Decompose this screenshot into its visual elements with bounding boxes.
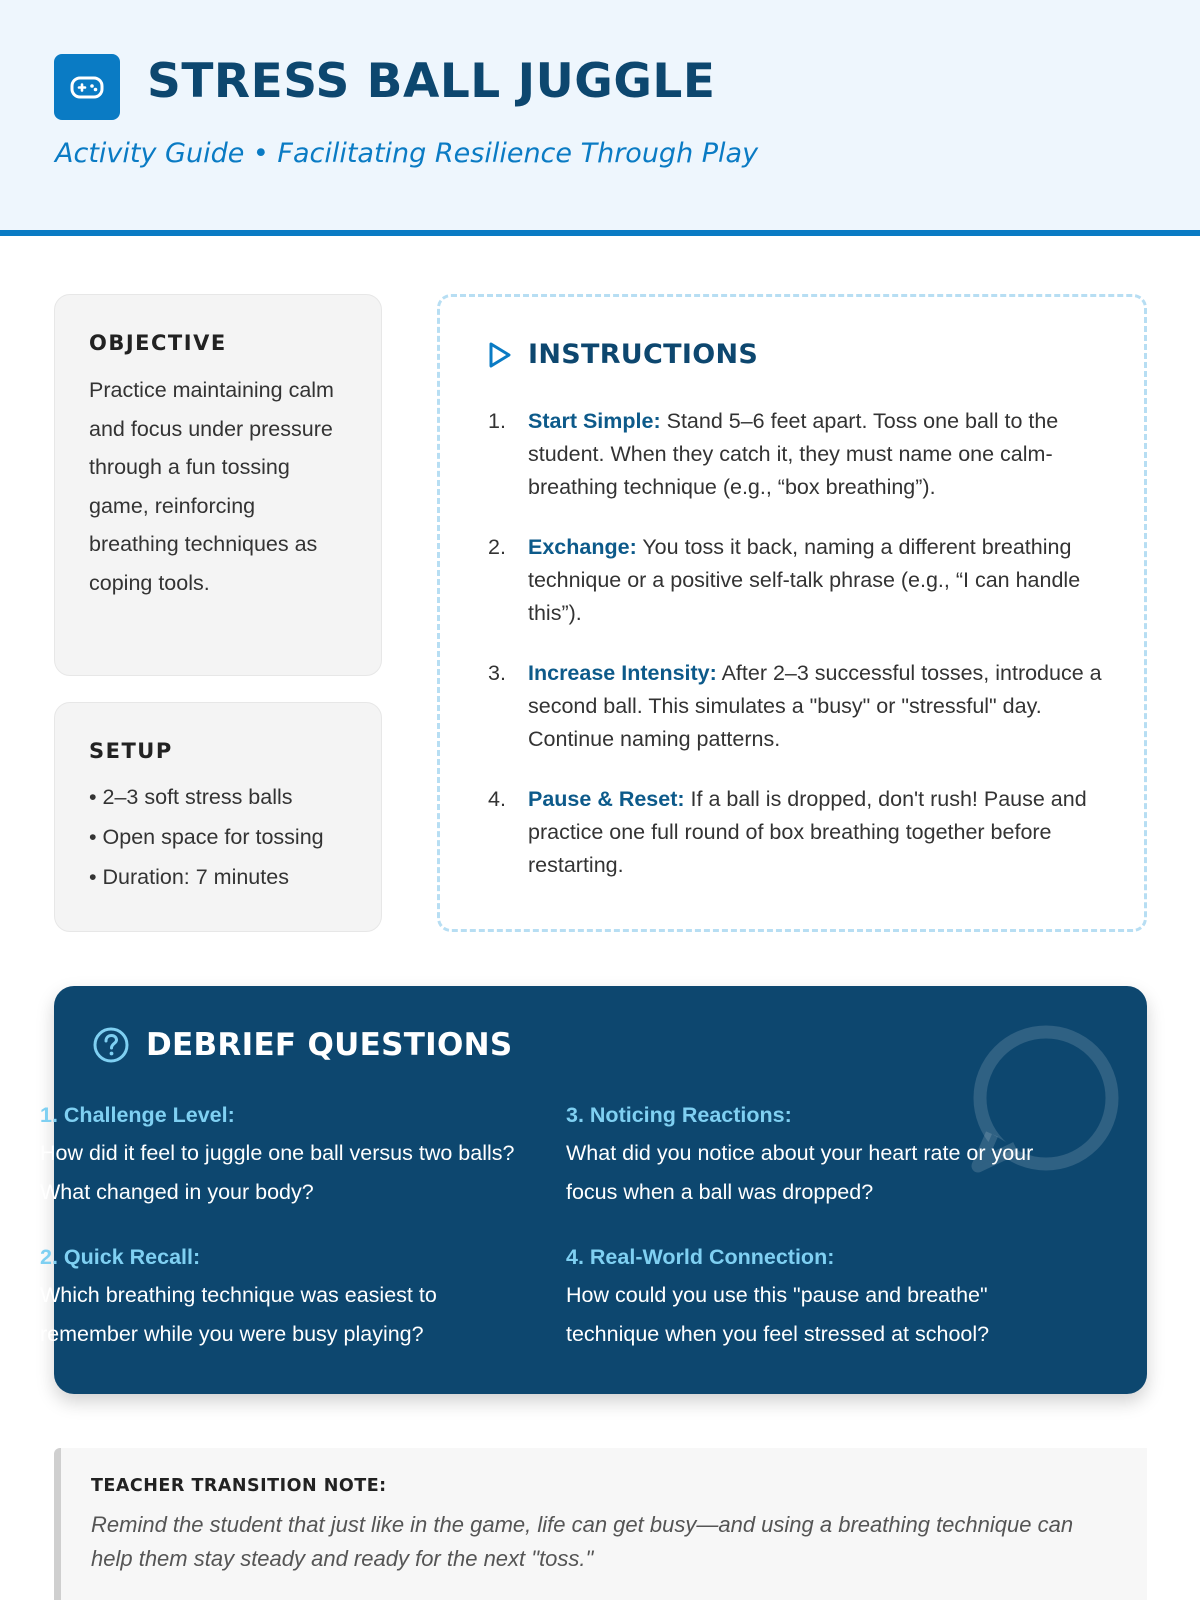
question-label: 2. Quick Recall: (40, 1245, 201, 1269)
question-text: How could you use this "pause and breathe" technique when you feel stressed at school? (566, 1283, 990, 1346)
setup-card (54, 702, 382, 932)
setup-title: SETUP (89, 739, 173, 763)
setup-item: • Open space for tossing (89, 817, 347, 857)
debrief-question (566, 1100, 1046, 1211)
setup-item: • Duration: 7 minutes (89, 857, 347, 897)
question-circle-icon (92, 1026, 130, 1064)
step-number: 4. (488, 787, 506, 811)
instruction-step (488, 531, 1108, 630)
objective-title: OBJECTIVE (89, 331, 227, 355)
objective-text: Practice maintaining calm and focus under pressure through a fun tossing game, reinforcing breathing techniques as coping tools. (89, 378, 334, 595)
question-text: Which breathing technique was easiest to remember while you were busy playing? (40, 1283, 437, 1346)
step-text: After 2–3 successful tosses, introduce a second ball. This simulates a "busy" or "stressful" day. Continue naming patterns. (528, 661, 1102, 751)
instruction-step (488, 783, 1108, 882)
setup-item: • 2–3 soft stress balls (89, 777, 347, 817)
teacher-note (54, 1448, 1147, 1600)
step-label: Start Simple: (528, 409, 661, 433)
step-label: Exchange: (528, 535, 637, 559)
play-icon (484, 340, 514, 370)
question-label: 3. Noticing Reactions: (566, 1103, 792, 1127)
question-label: 4. Real-World Connection: (566, 1245, 835, 1269)
debrief-question (40, 1242, 520, 1353)
step-text: Stand 5–6 feet apart. Toss one ball to the student. When they catch it, they must name one calm-breathing technique (e.g., “box breathing”). (528, 409, 1059, 499)
header (0, 0, 1200, 236)
question-label: 1. Challenge Level: (40, 1103, 235, 1127)
step-label: Increase Intensity: (528, 661, 717, 685)
instructions-title: INSTRUCTIONS (528, 339, 759, 370)
step-number: 2. (488, 535, 506, 559)
gamepad-icon (54, 54, 120, 120)
instruction-step (488, 405, 1108, 504)
page-subtitle: Activity Guide • Facilitating Resilience Through Play (55, 138, 759, 169)
step-label: Pause & Reset: (528, 787, 685, 811)
question-text: How did it feel to juggle one ball versus two balls? What changed in your body? (40, 1141, 515, 1204)
step-text: If a ball is dropped, don't rush! Pause and practice one full round of box breathing together before restarting. (528, 787, 1087, 877)
instructions-header (484, 339, 758, 370)
debrief-question (566, 1242, 1046, 1353)
instructions-list (488, 405, 1108, 909)
debrief-header (92, 1026, 513, 1064)
page-title: STRESS BALL JUGGLE (147, 54, 716, 109)
note-title: TEACHER TRANSITION NOTE: (91, 1476, 387, 1496)
instructions-card (437, 294, 1147, 932)
question-text: What did you notice about your heart rate or your focus when a ball was dropped? (566, 1141, 1034, 1204)
step-number: 1. (488, 409, 506, 433)
instruction-step (488, 657, 1108, 756)
debrief-question (40, 1100, 520, 1211)
step-text: You toss it back, naming a different breathing technique or a positive self-talk phrase (e.g., “I can handle this”). (528, 535, 1081, 625)
debrief-title: DEBRIEF QUESTIONS (146, 1027, 513, 1063)
note-text: Remind the student that just like in the game, life can get busy—and using a breathing technique can help them stay steady and ready for the next "toss." (91, 1512, 1074, 1571)
objective-card (54, 294, 382, 676)
setup-list (89, 777, 347, 897)
step-number: 3. (488, 661, 506, 685)
